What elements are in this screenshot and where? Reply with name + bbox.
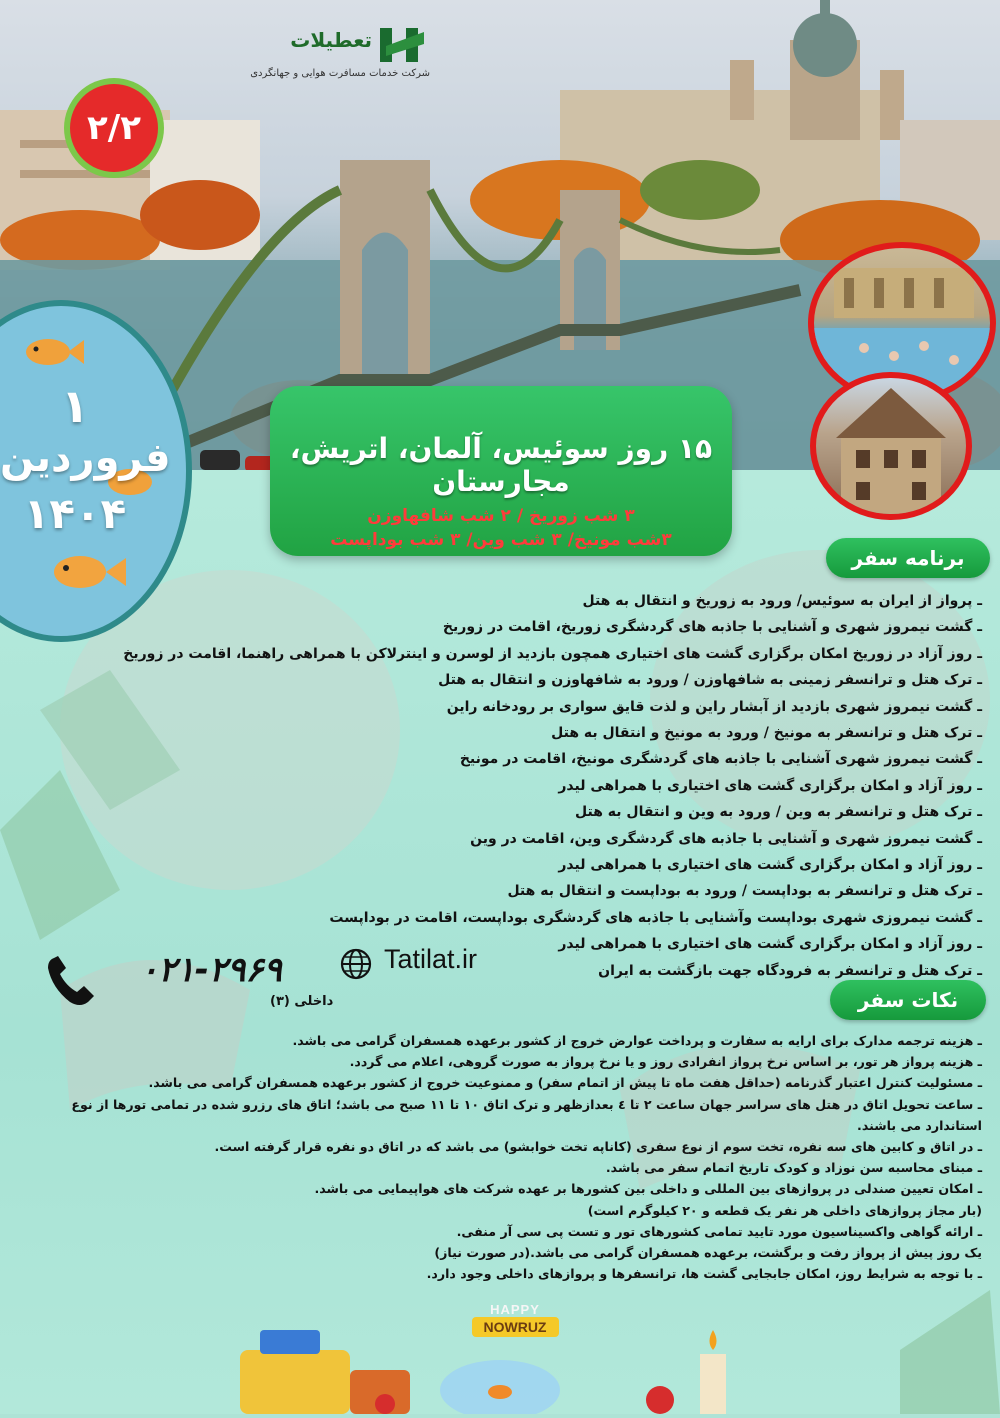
phone-number[interactable]: ۰۲۱-۲۹۶۹ bbox=[140, 950, 282, 990]
tour-nights-line-2: ۳شب مونیخ/ ۳ شب وین/ ۳ شب بوداپست bbox=[330, 530, 672, 550]
program-item: ـ گشت نیمروز شهری آشنایی با جاذبه های گردشگری مونیخ، اقامت در مونیخ bbox=[459, 751, 982, 768]
phone-extension: داخلی (۳) bbox=[270, 994, 334, 1009]
brand-name: تعطیلات bbox=[290, 28, 372, 52]
tour-number-badge: ۲/۲ bbox=[70, 84, 158, 172]
note-item: ـ ارائه گواهی واکسیناسیون مورد تایید تمامی کشورهای تور و تست پی سی آر منفی. bbox=[456, 1223, 982, 1239]
note-item: ـ مبنای محاسبه سن نوزاد و کودک تاریخ اتمام سفر می باشد. bbox=[605, 1160, 982, 1176]
website-text[interactable]: Tatilat.ir bbox=[384, 944, 478, 974]
old-town-photo bbox=[810, 372, 972, 520]
program-heading: برنامه سفر bbox=[826, 538, 990, 578]
fish-icon bbox=[26, 339, 84, 365]
departure-day: ۱ bbox=[60, 379, 90, 433]
program-item: ـ روز آزاد و امکان برگزاری گشت های اختیاری با همراهی لیدر bbox=[558, 777, 982, 794]
globe-icon bbox=[340, 948, 372, 980]
fish-icon bbox=[54, 556, 126, 588]
departure-month: فروردین bbox=[0, 435, 171, 481]
website-link[interactable] bbox=[340, 944, 530, 984]
program-item: ـ گشت نیمروز شهری و آشنایی با جاذبه های گردشگری وین، اقامت در وین bbox=[470, 830, 982, 847]
program-item: ـ پرواز از ایران به سوئیس/ ورود به زوریخ و انتقال به هتل bbox=[582, 593, 982, 609]
nowruz-text: NOWRUZ bbox=[472, 1317, 559, 1337]
note-item: (بار مجاز پروازهای داخلی هر نفر یک قطعه و ۲۰ کیلوگرم است) bbox=[587, 1202, 982, 1218]
program-item: ـ ترک هتل و ترانسفر زمینی به شافهاوزن / ورود به شافهاوزن و انتقال به هتل bbox=[438, 672, 982, 689]
note-item: ـ هزینه ترجمه مدارک برای ارایه به سفارت و پرداخت عوارض خروج از کشور برعهده همسفران گرامی می باشد. bbox=[292, 1033, 982, 1048]
tour-title: ۱۵ روز سوئیس، آلمان، اتریش، مجارستان bbox=[289, 432, 713, 498]
program-item: ـ ترک هتل و ترانسفر به بوداپست / ورود به بوداپست و انتقال به هتل bbox=[507, 883, 982, 900]
program-item: ـ روز آزاد و امکان برگزاری گشت های اختیاری با همراهی لیدر bbox=[558, 936, 982, 953]
note-item: ـ امکان تعیین صندلی در پروازهای بین المللی و داخلی بین کشورها بر عهده شرکت های هواپیمایی می باشد. bbox=[314, 1181, 982, 1197]
departure-year: ۱۴۰۴ bbox=[23, 489, 127, 538]
program-item: ـ ترک هتل و ترانسفر به وین / ورود به وین و انتقال به هتل bbox=[575, 804, 982, 821]
logo-mark-icon bbox=[376, 24, 430, 66]
phone-icon bbox=[44, 954, 98, 1008]
tour-nights-line-1: ۳ شب زوریخ / ۲ شب شافهاوزن bbox=[367, 506, 635, 526]
happy-text: HAPPY bbox=[490, 1302, 540, 1317]
note-item: یک روز پیش از پرواز رفت و برگشت، برعهده همسفران گرامی می باشد.(در صورت نیاز) bbox=[434, 1245, 982, 1261]
note-item: ـ هزینه پرواز هر تور، بر اساس نرخ پرواز انفرادی روز و یا نرخ پرواز به صورت گروهی، اعلام می گردد. bbox=[349, 1054, 982, 1070]
notes-heading: نکات سفر bbox=[830, 980, 986, 1020]
nowruz-banner bbox=[430, 1302, 600, 1337]
note-item: ـ ساعت تحویل اتاق در هتل های سراسر جهان ساعت ۲ تا ٤ بعدازظهر و ترک اتاق ۱۰ تا ۱۱ صبح می باشد؛ اتاق های رزرو شده در تمامی تورها از نوع استاندارد می باشند. bbox=[71, 1096, 982, 1133]
notes-list bbox=[12, 1030, 982, 1284]
tour-title-box bbox=[270, 386, 732, 556]
phone-contact[interactable] bbox=[44, 950, 334, 1020]
program-item: ـ گشت نیمروزی شهری بوداپست وآشنایی با جاذبه های گردشگری بوداپست، اقامت در بوداپست bbox=[329, 909, 982, 926]
program-item: ـ روز آزاد در زوریخ امکان برگزاری گشت های اختیاری همچون بازدید از لوسرن و اینترلاکن با همراهی راهنما، اقامت در زوریخ bbox=[123, 645, 982, 662]
brand-tagline: شرکت خدمات مسافرت هوایی و جهانگردی bbox=[250, 68, 430, 79]
program-item: ـ ترک هتل و ترانسفر به مونیخ / ورود به مونیخ و انتقال به هتل bbox=[551, 725, 982, 742]
program-item: ـ ترک هتل و ترانسفر به فرودگاه جهت بازگشت به ایران bbox=[598, 962, 982, 979]
departure-date bbox=[0, 379, 171, 544]
note-item: ـ در اتاق و کابین های سه نفره، تخت سوم از نوع سفری (کاناپه تخت خوابشو) می باشد که در اتاق دو نفره قرار گرفته است. bbox=[214, 1139, 982, 1155]
program-item: ـ گشت نیمروز شهری و آشنایی با جاذبه های گردشگری زوریخ، اقامت در زوریخ bbox=[442, 619, 982, 636]
brand-logo[interactable] bbox=[250, 20, 430, 90]
note-item: ـ مسئولیت کنترل اعتبار گذرنامه (حداقل هفت ماه تا پیش از اتمام سفر) و ممنوعیت خروج از کشور برعهده همسفران گرامی می باشد. bbox=[148, 1075, 982, 1091]
program-list bbox=[22, 588, 982, 984]
note-item: ـ با توجه به شرایط روز، امکان جابجایی گشت ها، ترانسفرها و پروازهای داخلی وجود دارد. bbox=[426, 1266, 982, 1282]
program-item: ـ روز آزاد و امکان برگزاری گشت های اختیاری با همراهی لیدر bbox=[558, 857, 982, 874]
program-item: ـ گشت نیمروز شهری بازدید از آبشار راین و لذت قایق سواری بر رودخانه راین bbox=[446, 698, 982, 715]
